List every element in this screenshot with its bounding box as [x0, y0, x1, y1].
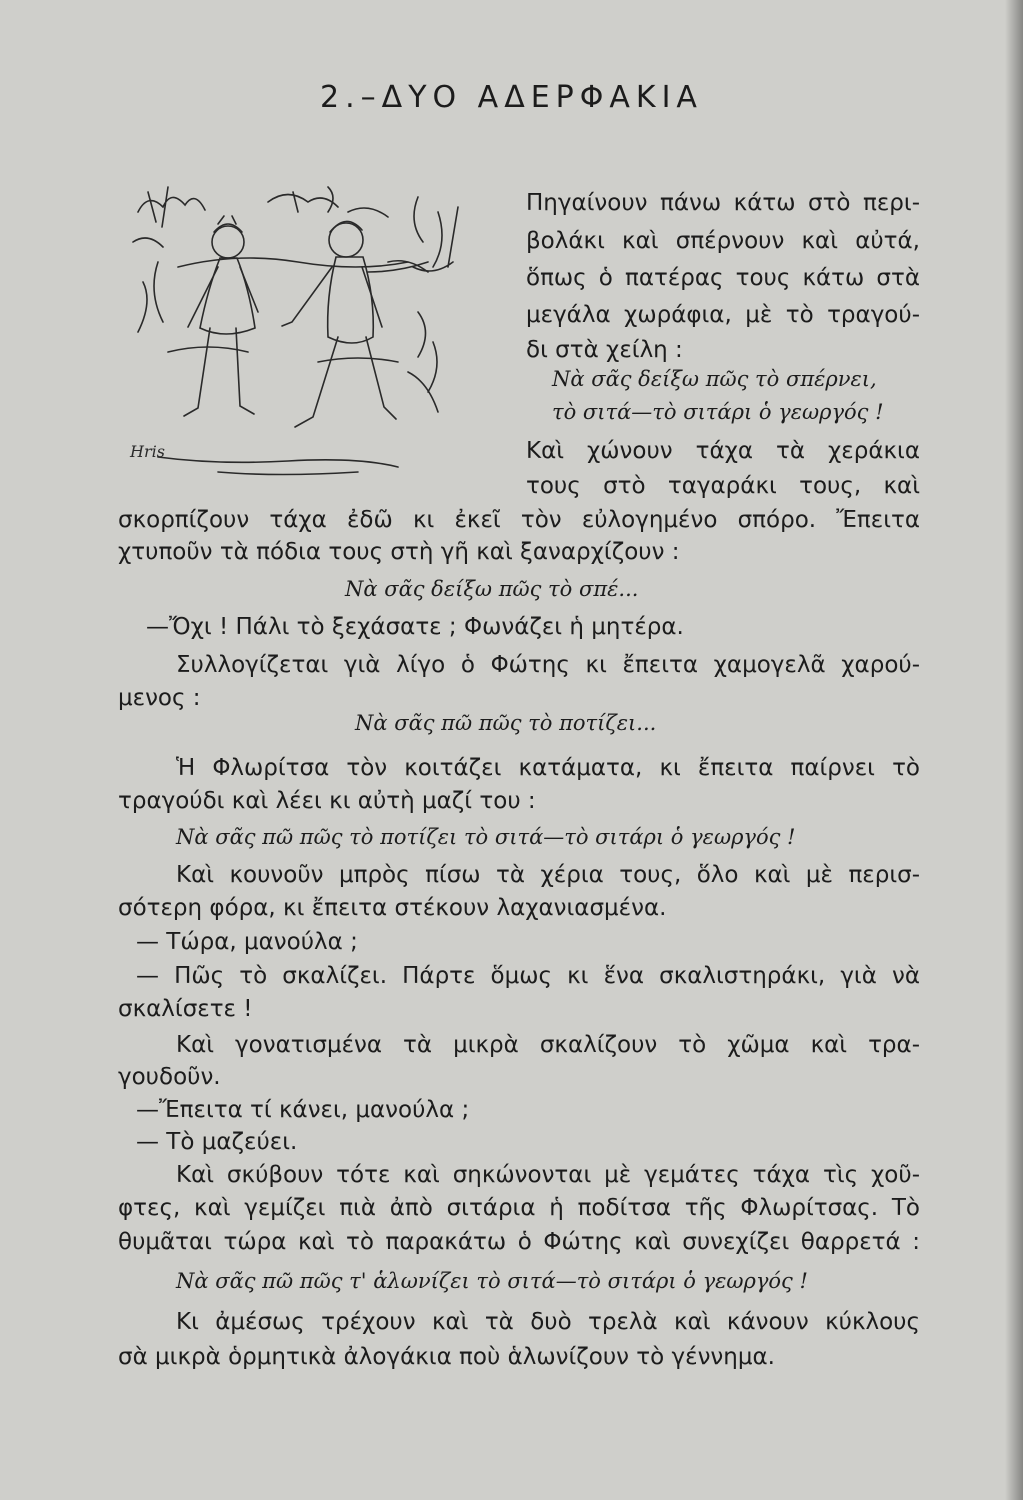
text-line: γουδοῦν.: [118, 1064, 221, 1090]
text-line: σκαλίσετε !: [118, 996, 253, 1022]
illustration-signature: Hris: [130, 442, 165, 461]
song-verse: Νὰ σᾶς δείξω πῶς τὸ σπέ...: [345, 577, 639, 601]
text-line: βολάκι καὶ σπέρνουν καὶ αὐτά,: [526, 228, 920, 254]
text-line: Καὶ χώνουν τάχα τὰ χεράκια: [526, 438, 920, 464]
text-line: Πηγαίνουν πάνω κάτω στὸ περι-: [526, 190, 920, 216]
chapter-title: 2.–ΔΥΟ ΑΔΕΡΦΑΚΙΑ: [320, 80, 703, 115]
song-verse: τὸ σιτά—τὸ σιτάρι ὁ γεωργός !: [552, 400, 884, 424]
text-line: σκορπίζουν τάχα ἐδῶ κι ἐκεῖ τὸν εὐλογημένο σπόρο. Ἔπειτα: [118, 507, 920, 533]
text-line: φτες, καὶ γεμίζει πιὰ ἀπὸ σιτάρια ἡ ποδίτσα τῆς Φλωρίτσας. Τὸ: [118, 1195, 920, 1221]
text-line: δι στὰ χείλη :: [526, 337, 683, 363]
text-line: Καὶ κουνοῦν μπρὸς πίσω τὰ χέρια τους, ὅλο καὶ μὲ περισ-: [176, 862, 920, 888]
text-line: τραγούδι καὶ λέει κι αὐτὴ μαζί του :: [118, 788, 536, 814]
song-verse: Νὰ σᾶς πῶ πῶς τὸ ποτίζει...: [355, 711, 657, 735]
text-line: Καὶ γονατισμένα τὰ μικρὰ σκαλίζουν τὸ χῶμα καὶ τρα-: [176, 1032, 920, 1058]
song-verse: Νὰ σᾶς δείξω πῶς τὸ σπέρνει,: [552, 367, 877, 391]
text-line: μεγάλα χωράφια, μὲ τὸ τραγού-: [526, 302, 920, 328]
page-edge-shadow: [1005, 0, 1023, 1500]
text-line: ὅπως ὁ πατέρας τους κάτω στὰ: [526, 265, 920, 291]
dialogue-line: —Ἔπειτα τί κάνει, μανούλα ;: [136, 1097, 470, 1123]
song-verse: Νὰ σᾶς πῶ πῶς τ' ἁλωνίζει τὸ σιτά—τὸ σιτάρι ὁ γεωργός !: [176, 1269, 808, 1293]
text-line: θυμᾶται τώρα καὶ τὸ παρακάτω ὁ Φώτης καὶ συνεχίζει θαρρετά :: [118, 1229, 920, 1255]
two-children-illustration: [118, 172, 510, 484]
text-line: Ἡ Φλωρίτσα τὸν κοιτάζει κατάματα, κι ἔπειτα παίρνει τὸ: [176, 755, 920, 781]
text-line: Κι ἀμέσως τρέχουν καὶ τὰ δυὸ τρελὰ καὶ κάνουν κύκλους: [176, 1309, 920, 1335]
dialogue-line: — Πῶς τὸ σκαλίζει. Πάρτε ὅμως κι ἕνα σκαλιστηράκι, γιὰ νὰ: [136, 963, 920, 989]
text-line: Συλλογίζεται γιὰ λίγο ὁ Φώτης κι ἔπειτα χαμογελᾶ χαρού-: [176, 652, 920, 678]
text-line: χτυποῦν τὰ πόδια τους στὴ γῆ καὶ ξαναρχίζουν :: [118, 539, 680, 565]
dialogue-line: — Τὸ μαζεύει.: [136, 1129, 298, 1155]
song-verse: Νὰ σᾶς πῶ πῶς τὸ ποτίζει τὸ σιτά—τὸ σιτάρι ὁ γεωργός !: [176, 825, 796, 849]
text-line: Καὶ σκύβουν τότε καὶ σηκώνονται μὲ γεμάτες τάχα τὶς χοῦ-: [176, 1162, 920, 1188]
text-line: τους στὸ ταγαράκι τους, καὶ: [526, 473, 920, 499]
dialogue-line: — Τώρα, μανούλα ;: [136, 929, 358, 955]
text-line: σότερη φόρα, κι ἔπειτα στέκουν λαχανιασμένα.: [118, 895, 667, 921]
text-line: μενος :: [118, 685, 201, 711]
text-line: σὰ μικρὰ ὁρμητικὰ ἀλογάκια ποὺ ἁλωνίζουν τὸ γέννημα.: [118, 1344, 775, 1370]
dialogue-line: —Ὄχι ! Πάλι τὸ ξεχάσατε ; Φωνάζει ἡ μητέρα.: [146, 614, 684, 640]
